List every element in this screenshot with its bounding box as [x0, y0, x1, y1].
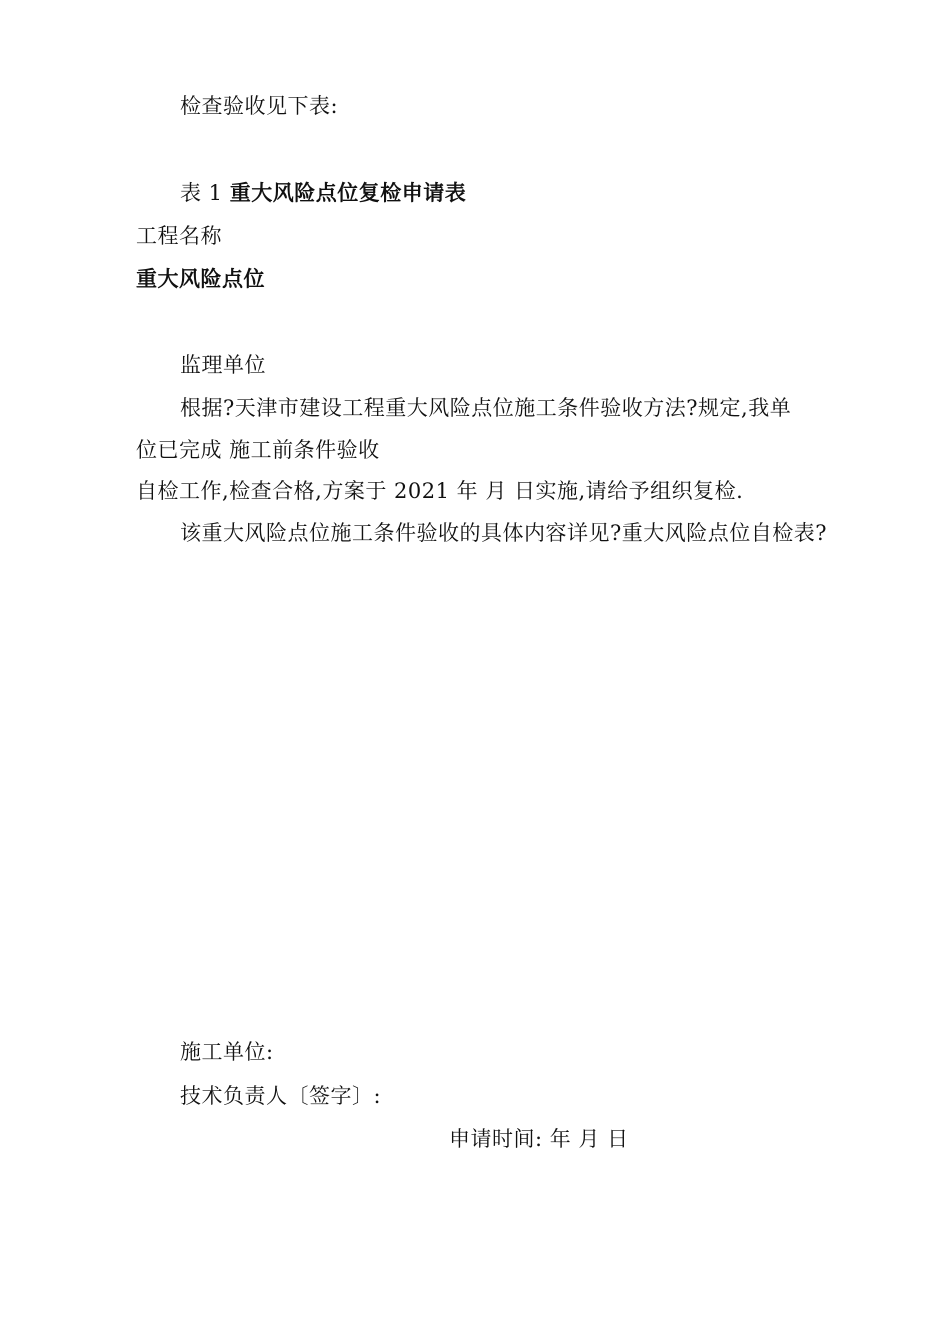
table-caption-title: 重大风险点位复检申请表: [229, 181, 467, 205]
project-name-label: 工程名称: [136, 224, 222, 248]
body-paragraph-line-1: 根据?天津市建设工程重大风险点位施工条件验收方法?规定,我单: [180, 396, 792, 420]
table-caption-prefix: 表 1: [180, 181, 230, 205]
tech-lead-signature-label: 技术负责人〔签字〕:: [180, 1084, 382, 1108]
construction-unit-label: 施工单位:: [180, 1040, 274, 1064]
risk-point-label: 重大风险点位: [136, 267, 265, 291]
apply-time-label: 申请时间: 年 月 日: [449, 1127, 629, 1151]
body-paragraph-line-4: 该重大风险点位施工条件验收的具体内容详见?重大风险点位自检表?: [180, 521, 828, 545]
supervision-unit-label: 监理单位: [180, 353, 266, 377]
body-paragraph-line-2: 位已完成 施工前条件验收: [136, 438, 380, 462]
body-paragraph-line-3: 自检工作,检查合格,方案于 2021 年 月 日实施,请给予组织复检.: [136, 479, 744, 503]
intro-text: 检查验收见下表:: [180, 94, 339, 118]
table-caption: [180, 180, 466, 206]
